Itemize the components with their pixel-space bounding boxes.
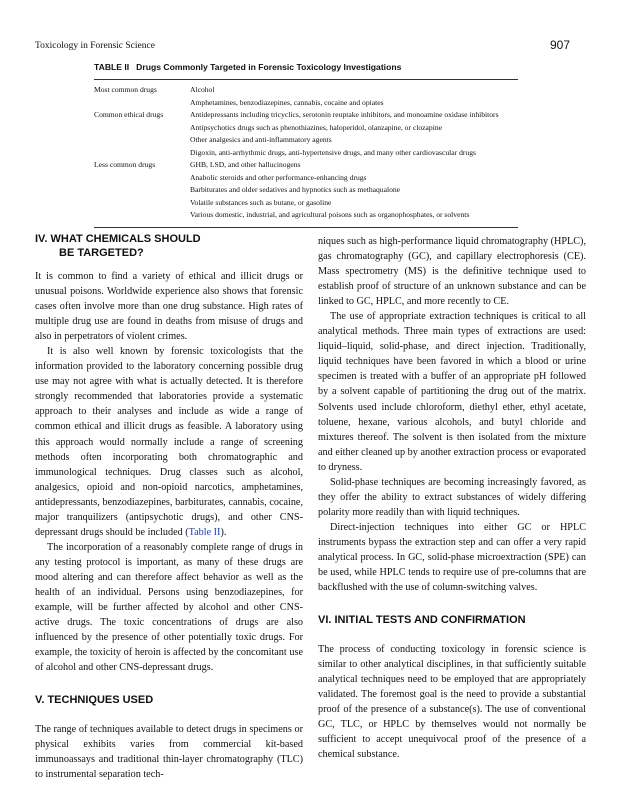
table-cell-drugs: Alcohol: [190, 85, 215, 94]
section-iv-heading-line1: IV. WHAT CHEMICALS SHOULD: [35, 233, 201, 245]
section-vi-paragraph-1: The process of conducting toxicology in forensic science is similar to other analytical disciplines, in that sufficiently suitable analytical techniques need to be employed that are appropriately validated. The foremost goal is the need to provide a substantial proof of the presence of a substance(s). The use of conventional GC, TLC, or HPLC by themselves would not normally be sufficient to accept unequivocal proof of the presence of a chemical substance.: [318, 643, 586, 760]
table-cell-category: Common ethical drugs: [94, 110, 164, 120]
left-column: [35, 233, 303, 782]
table-cell-drugs: Volatile substances such as butane, or gasoline: [190, 197, 332, 207]
table-top-rule: [94, 79, 518, 80]
table-ii-link[interactable]: Table II: [188, 526, 221, 538]
table-row: [94, 147, 518, 160]
table-row: [94, 97, 518, 110]
table-cell-drugs: GHB, LSD, and other hallucinogens: [190, 160, 301, 170]
section-v-heading: V. TECHNIQUES USED: [35, 694, 154, 707]
table-label: TABLE II: [94, 62, 130, 72]
table-cell-category: [94, 197, 190, 210]
table-cell-category: [94, 97, 190, 110]
table-cell-drugs: Antidepressants including tricyclics, serotonin reuptake inhibitors, and monoamine oxidase inhibitors: [190, 110, 499, 120]
table-cell-category: [94, 147, 190, 160]
table-cell-category: Less common drugs: [94, 160, 156, 170]
table-row: [94, 134, 518, 147]
section-v-paragraph-3: Solid-phase techniques are becoming increasingly favored, as they offer the ability to extract substances of widely differing polarity more readily than with liquid techniques.: [318, 476, 586, 518]
page-number: 907: [549, 38, 570, 52]
table-cell-drugs: Various domestic, industrial, and agricultural poisons such as organophosphates, or solvents: [190, 210, 470, 220]
section-v-paragraph-continued: niques such as high-performance liquid chromatography (HPLC), gas chromatography (GC), and capillary electrophoresis (CE). Mass spectrometry (MS) is the definitive technique used to establish proof of structure of an unknown substance and can be linked to GC, HPLC, and more recently to CE.: [318, 236, 586, 308]
table-cell-category: [94, 209, 190, 222]
table-row: [94, 109, 518, 122]
table-cell-category: [94, 134, 190, 147]
table-row: [94, 84, 518, 97]
table-cell-drugs: Digoxin, anti-arrhythmic drugs, anti-hypertensive drugs, and many other cardiovascular drugs: [190, 147, 476, 157]
table-cell-drugs: Antipsychotics drugs such as phenothiazines, haloperidol, olanzapine, or clozapine: [190, 122, 442, 132]
table-cell-drugs: Barbiturates and older sedatives and hypnotics such as methaqualone: [190, 185, 401, 195]
section-v-paragraph-4: Direct-injection techniques into either GC or HPLC instruments bypass the extraction step and can offer a very rapid analytical process. In GC, solid-phase microextraction (SPE) can be used, while HPLC tends to require use of pre-columns that are backflushed with the use of column-switching valves.: [318, 521, 586, 594]
table-bottom-rule: [94, 227, 518, 228]
section-v-paragraph-2: The use of appropriate extraction techniques is critical to all analytical methods. Three main types of extractions are used: liquid–liquid, solid-phase, and direct injection. Traditionally, liquid techniques have been favored in which a blood or urine specimen is treated with a buffer of an appropriate pH followed by a solvent capable of partitioning the drug out of the matrix. Solvents used include chloroform, diethyl ether, ethyl acetate, toluene, hexane, various alcohols, and butyl chloride and mixtures thereof. The solvent is then isolated from the mixture and either cleaned up by another extraction process or evaporated to dryness.: [318, 311, 586, 473]
drug-table: [94, 62, 518, 228]
table-cell-category: [94, 172, 190, 185]
table-row: [94, 172, 518, 185]
table-cell-drugs: Anabolic steroids and other performance-enhancing drugs: [190, 172, 367, 182]
table-title: Drugs Commonly Targeted in Forensic Toxicology Investigations: [136, 62, 402, 72]
table-cell-drugs: Amphetamines, benzodiazepines, cannabis, cocaine and opiates: [190, 97, 384, 107]
table-caption: [94, 62, 518, 72]
table-cell-drugs: Other analgesics and anti-inflammatory agents: [190, 135, 332, 145]
table-cell-category: [94, 122, 190, 135]
table-row: [94, 197, 518, 210]
table-body: [94, 84, 518, 222]
section-iv-paragraph-2: [35, 344, 303, 540]
table-row: [94, 209, 518, 222]
section-iv-paragraph-1: It is common to find a variety of ethical and illicit drugs or unusual poisons. Worldwide experience also shows that forensic cases often involve more than one drug substance. High rates of multiple drug use are found in deaths from misuse of drugs and also in perpetrators of violent crimes.: [35, 271, 303, 343]
table-row: [94, 184, 518, 197]
section-iv-heading: [35, 233, 303, 260]
section-iv-heading-line2: BE TARGETED?: [59, 246, 144, 259]
section-iv-paragraph-3: The incorporation of a reasonably complete range of drugs in any testing protocol is important, as many of these drugs are mood altering and can therefore affect behavior as well as the health of an individual. Persons using benzodiazepines, for example, will be further affected by alcohol and other CNS-active drugs. The toxic concentrations of drugs are also influenced by the presence of other potentially toxic drugs. For example, the toxicity of heroin is affected by the concomitant use of alcohol and other CNS-depressant drugs.: [35, 541, 303, 674]
right-column: [318, 234, 586, 762]
running-title: Toxicology in Forensic Science: [35, 41, 155, 51]
table-row: [94, 159, 518, 172]
table-cell-category: Most common drugs: [94, 85, 157, 94]
section-iv-paragraph-2-text: It is also well known by forensic toxicologists that the information provided to the laboratory concerning possible drug use may not agree with what is actually detected. It is therefore strongly recommended that laboratories provide a systematic approach to their analyses and include as wide a range of common ethical and illicit drugs as feasible. A laboratory using this approach would normally include a range of screening methods often incorporating both chromatographic and immunological techniques. Drug classes such as alcohol, analgesics, opioid and non-opioid narcotics, amphetamines, antidepressants, benzodiazepines, barbiturates, cannabis, cocaine, major tranquilizers (antipsychotic drugs), and other CNS-depressant drugs should be included (: [35, 346, 303, 538]
section-v-paragraph-1: The range of techniques available to detect drugs in specimens or physical exhibits varies from commercial kit-based immunoassays and traditional thin-layer chromatography (TLC) to instrumental separation tech-: [35, 723, 303, 780]
section-vi-heading: VI. INITIAL TESTS AND CONFIRMATION: [318, 614, 526, 627]
table-cell-category: [94, 184, 190, 197]
table-row: [94, 122, 518, 135]
section-iv-paragraph-2-end: ).: [220, 526, 227, 538]
